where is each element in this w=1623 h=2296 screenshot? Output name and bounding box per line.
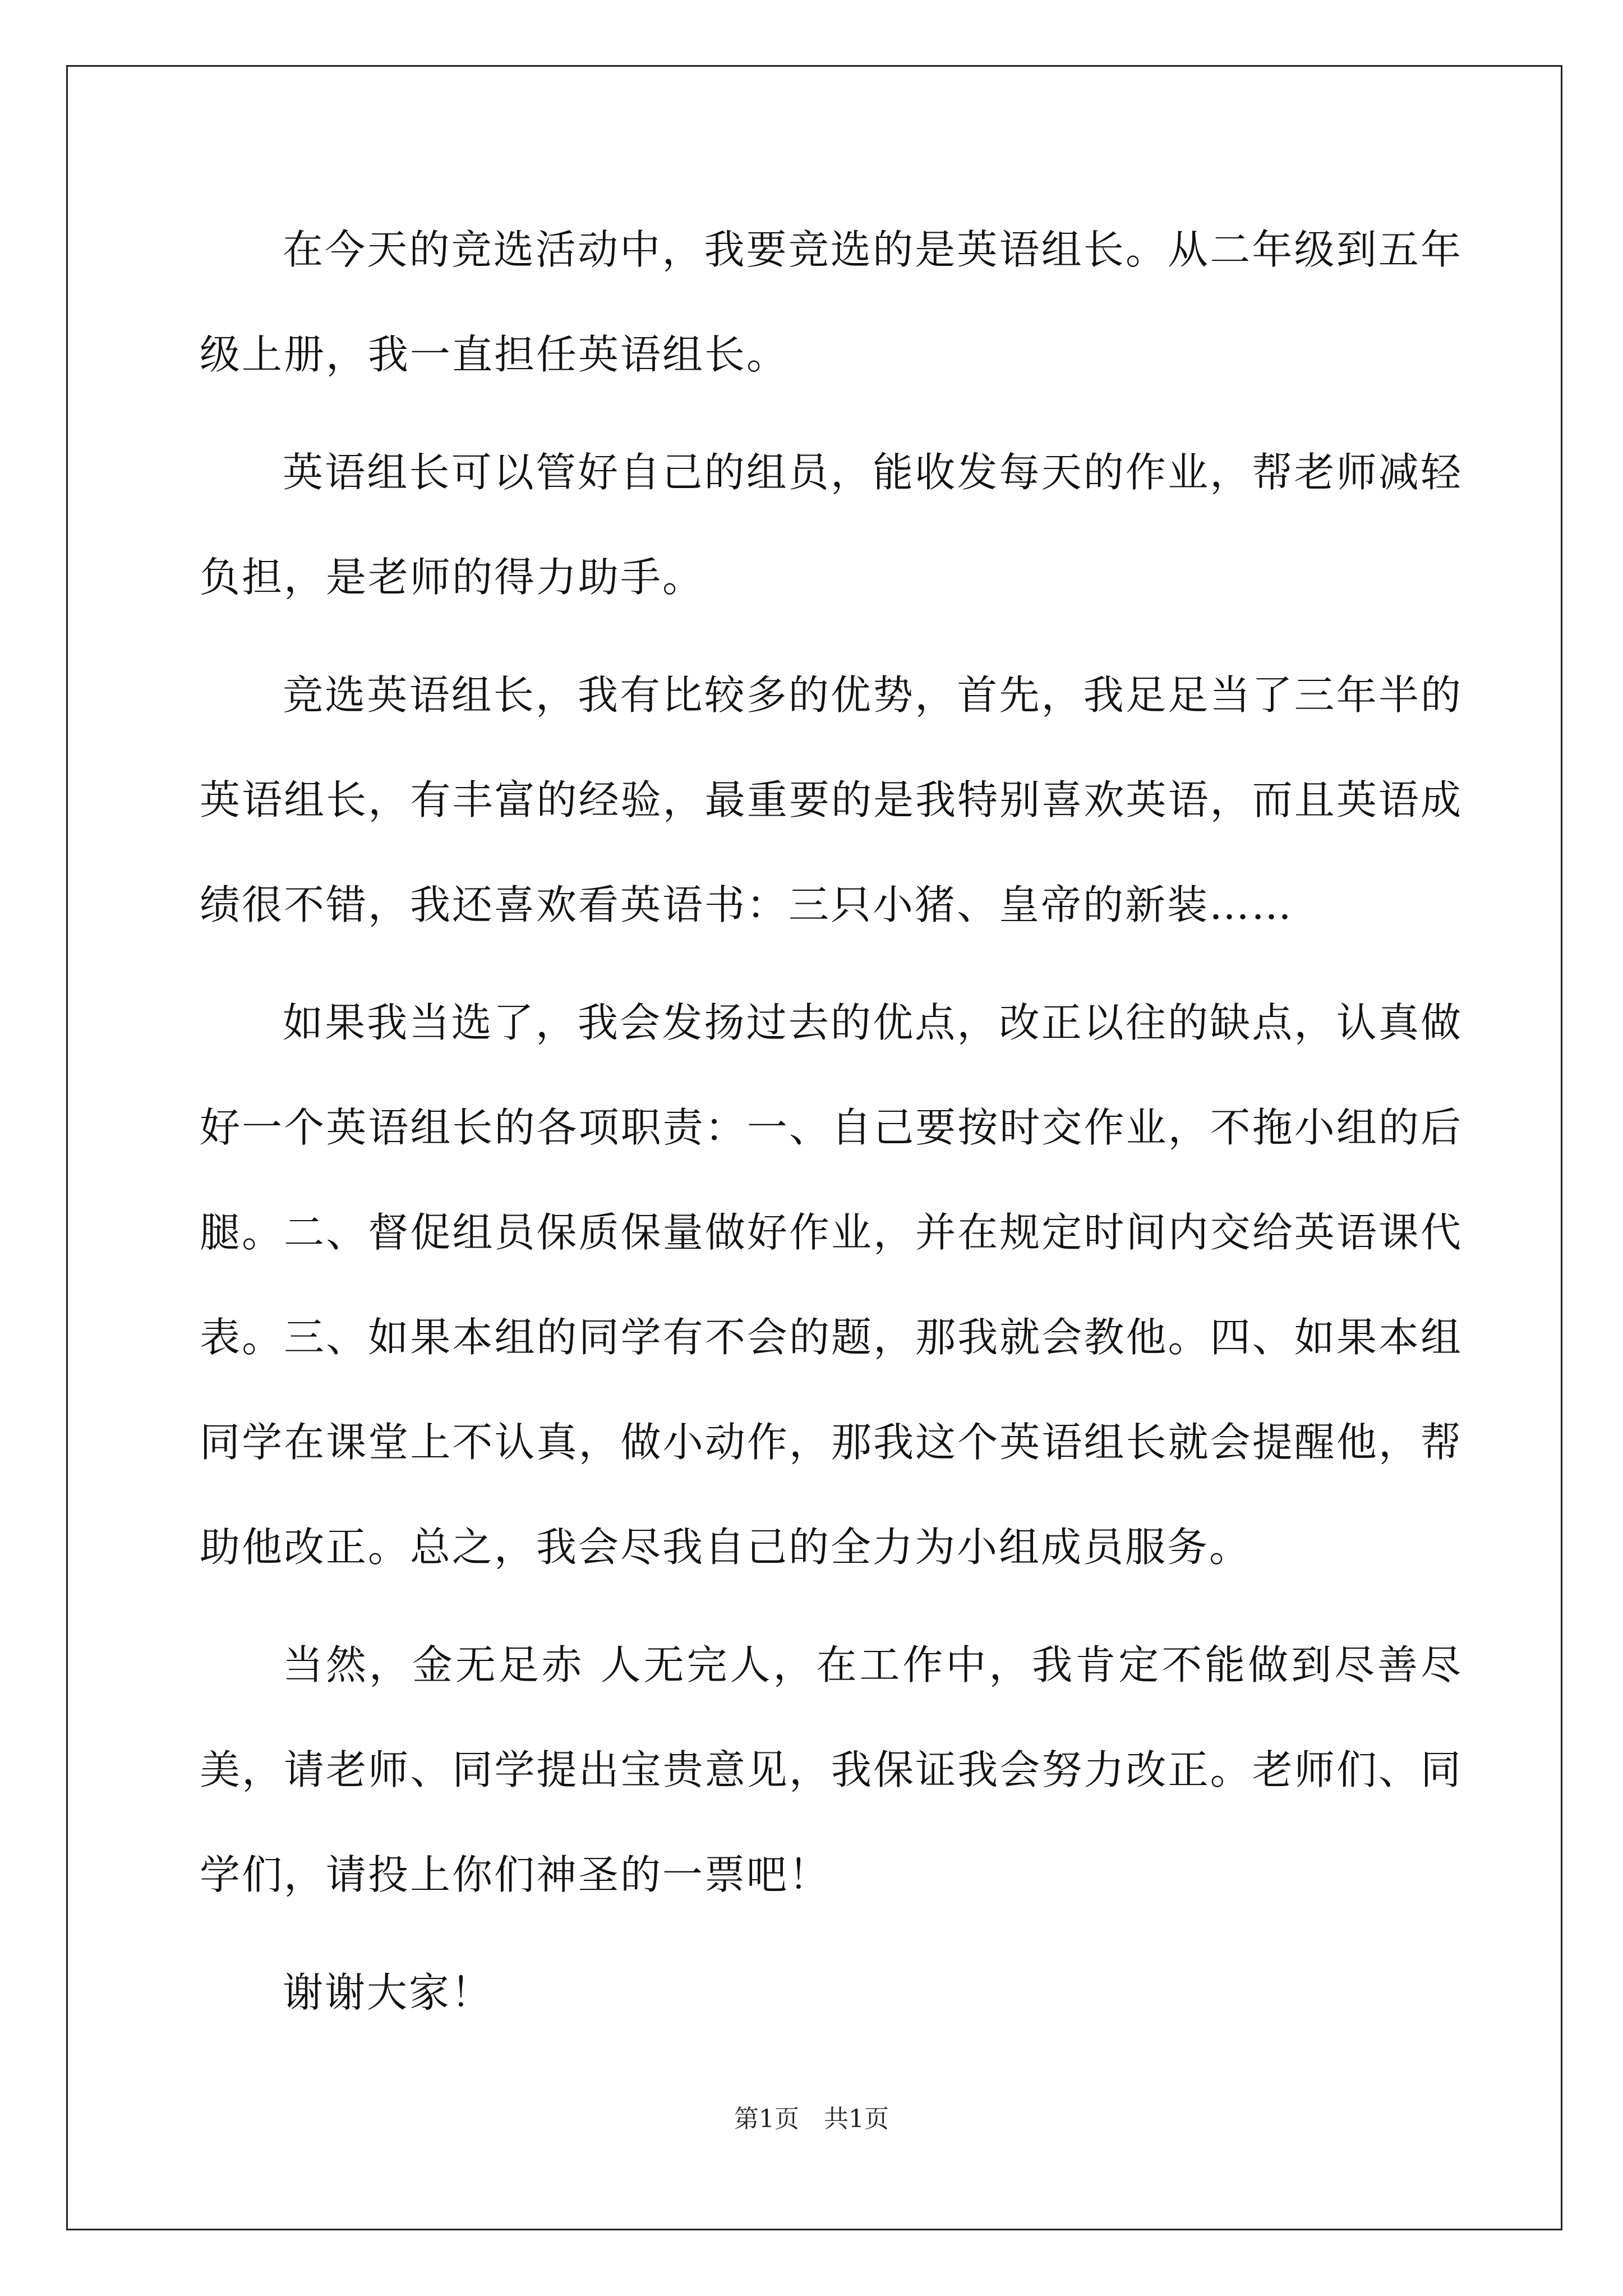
paragraph-1: 在今天的竞选活动中，我要竞选的是英语组长。从二年级到五年级上册，我一直担任英语组长。 xyxy=(200,226,1463,378)
page-number-footer: 第1页 共1页 xyxy=(734,2105,889,2133)
paragraph-3: 竞选英语组长，我有比较多的优势，首先，我足足当了三年半的英语组长，有丰富的经验，最重要的是我特别喜欢英语，而且英语成绩很不错，我还喜欢看英语书：三只小猪、皇帝的新装…… xyxy=(200,671,1463,928)
paragraph-5: 当然，金无足赤 人无完人，在工作中，我肯定不能做到尽善尽美，请老师、同学提出宝贵意见，我保证我会努力改正。老师们、同学们，请投上你们神圣的一票吧！ xyxy=(200,1641,1463,1898)
document-body xyxy=(200,197,1463,2058)
paragraph-4: 如果我当选了，我会发扬过去的优点，改正以往的缺点，认真做好一个英语组长的各项职责：一、自己要按时交作业，不拖小组的后腿。二、督促组员保质保量做好作业，并在规定时间内交给英语课代表。三、如果本组的同学有不会的题，那我就会教他。四、如果本组同学在课堂上不认真，做小动作，那我这个英语组长就会提醒他，帮助他改正。总之，我会尽我自己的全力为小组成员服务。 xyxy=(200,999,1463,1571)
paragraph-2: 英语组长可以管好自己的组员，能收发每天的作业，帮老师减轻负担，是老师的得力助手。 xyxy=(200,449,1463,601)
paragraph-6: 谢谢大家！ xyxy=(283,1969,494,2016)
